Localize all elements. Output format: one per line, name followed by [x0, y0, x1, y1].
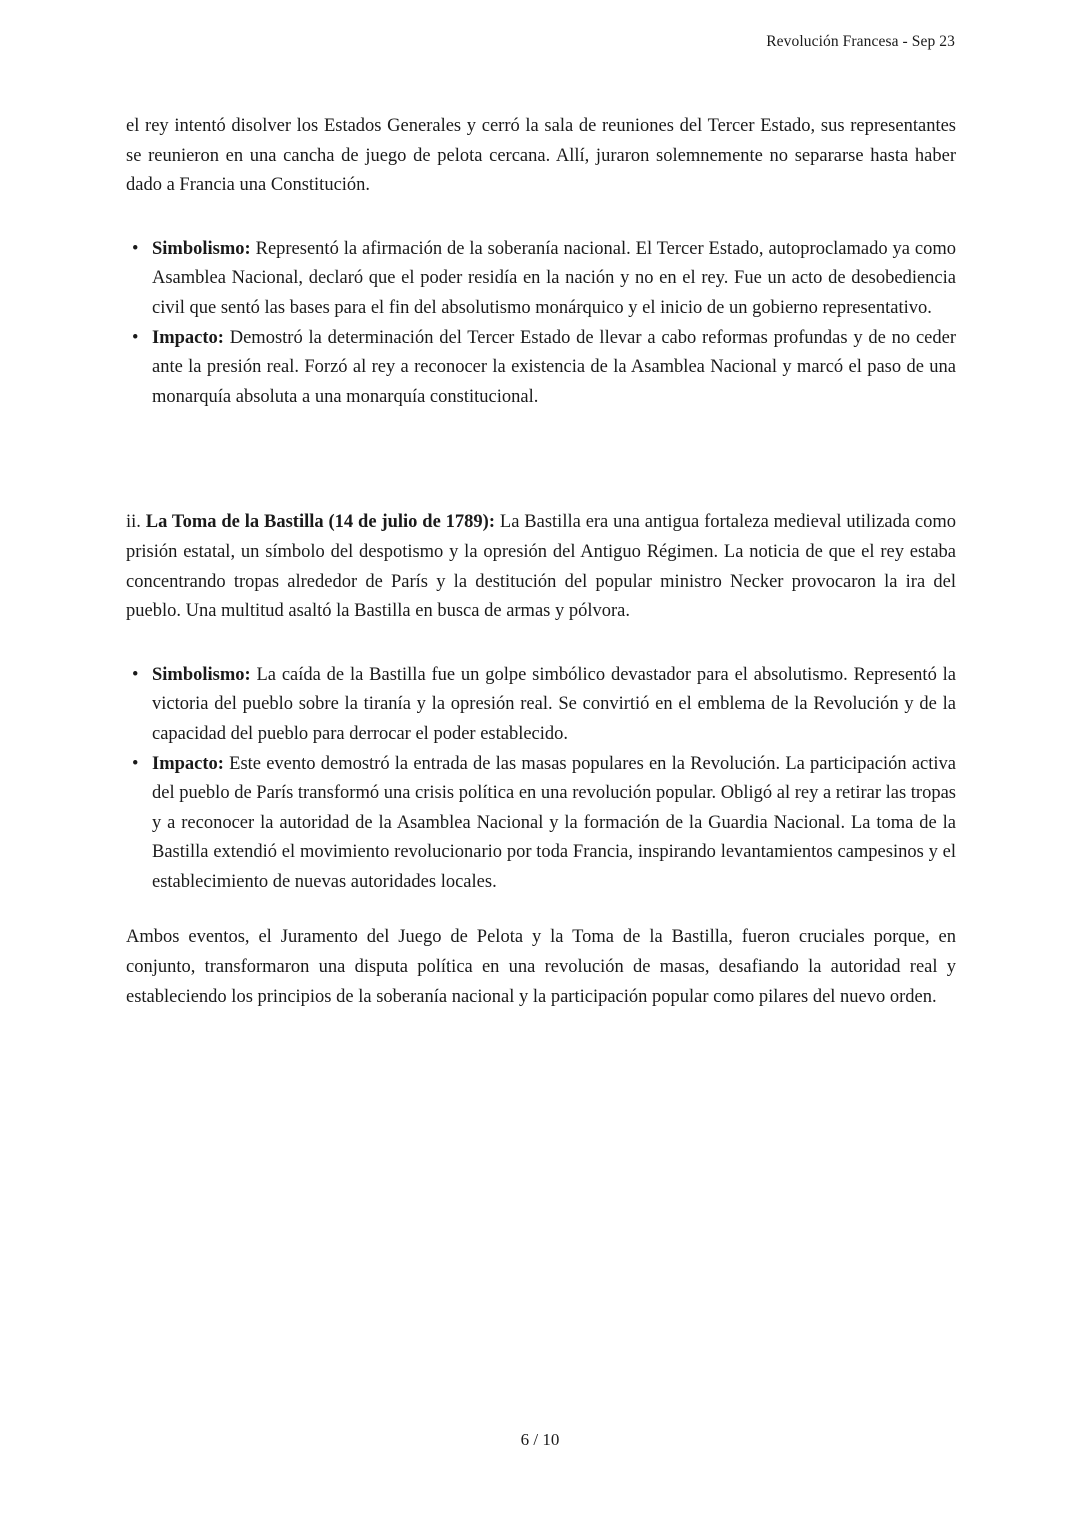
second-section-paragraph	[126, 508, 956, 626]
bullet-icon: •	[132, 753, 139, 774]
bullet-text: Demostró la determinación del Tercer Estado de llevar a cabo reformas profundas y de no ceder ante la presión real. Forzó al rey a reconocer la existencia de la Asamblea Nacional y marcó el paso de una monarquía absoluta a una monarquía constitucional.	[152, 327, 956, 407]
spacer	[126, 412, 956, 508]
page-content	[126, 112, 956, 1012]
bullet-text: Este evento demostró la entrada de las masas populares en la Revolución. La participación activa del pueblo de París transformó una crisis política en una revolución popular. Obligó al rey a retirar las tropas y a reconocer la autoridad de la Asamblea Nacional y la formación de la Guardia Nacional. La toma de la Bastilla extendió el movimiento revolucionario por toda Francia, inspirando levantamientos campesinos y el establecimiento de nuevas autoridades locales.	[152, 753, 957, 892]
spacer	[126, 627, 956, 661]
page-number: 6 / 10	[520, 1430, 560, 1449]
intro-paragraph: el rey intentó disolver los Estados Generales y cerró la sala de reuniones del Tercer Estado, sus representantes se reunieron en una cancha de juego de pelota cercana. Allí, juraron solemnemente no separarse hasta haber dado a Francia una Constitución.	[126, 116, 956, 196]
bullet-text: La caída de la Bastilla fue un golpe simbólico devastador para el absolutismo. Representó la victoria del pueblo sobre la tiranía y la opresión real. Se convirtió en el emblema de la Revolución y de la capacidad del pueblo para derrocar el poder establecido.	[152, 664, 956, 744]
running-header: Revolución Francesa - Sep 23	[766, 33, 955, 50]
bullet-icon: •	[132, 327, 139, 348]
bullet-icon: •	[132, 238, 139, 259]
first-bullet-list	[126, 235, 956, 413]
list-item	[126, 235, 956, 324]
section-text: La Bastilla era una antigua fortaleza medieval utilizada como prisión estatal, un símbolo del despotismo y la opresión del Antiguo Régimen. La noticia de que el rey estaba concentrando tropas alrededor de París y la destitución del popular ministro Necker provocaron la ira del pueblo. Una multitud asaltó la Bastilla en busca de armas y pólvora.	[126, 512, 957, 622]
section-number: ii.	[126, 512, 146, 533]
spacer	[126, 201, 956, 235]
section-heading: La Toma de la Bastilla (14 de julio de 1789):	[145, 512, 496, 533]
list-item	[126, 661, 956, 750]
bullet-lead: Impacto:	[152, 327, 224, 348]
bullet-lead: Simbolismo:	[152, 664, 251, 685]
bullet-icon: •	[132, 664, 139, 685]
spacer	[126, 897, 956, 923]
bullet-lead: Impacto:	[152, 753, 224, 774]
list-item	[126, 324, 956, 413]
list-item	[126, 750, 956, 898]
bullet-lead: Simbolismo:	[152, 238, 251, 259]
closing-paragraph: Ambos eventos, el Juramento del Juego de Pelota y la Toma de la Bastilla, fueron cruciales porque, en conjunto, transformaron una disputa política en una revolución de masas, desafiando la autoridad real y estableciendo los principios de la soberanía nacional y la participación popular como pilares del nuevo orden.	[126, 927, 956, 1007]
second-bullet-list	[126, 661, 956, 898]
bullet-text: Representó la afirmación de la soberanía nacional. El Tercer Estado, autoproclamado ya como Asamblea Nacional, declaró que el poder residía en la nación y no en el rey. Fue un acto de desobediencia civil que sentó las bases para el fin del absolutismo monárquico y el inicio de un gobierno representativo.	[152, 238, 956, 318]
